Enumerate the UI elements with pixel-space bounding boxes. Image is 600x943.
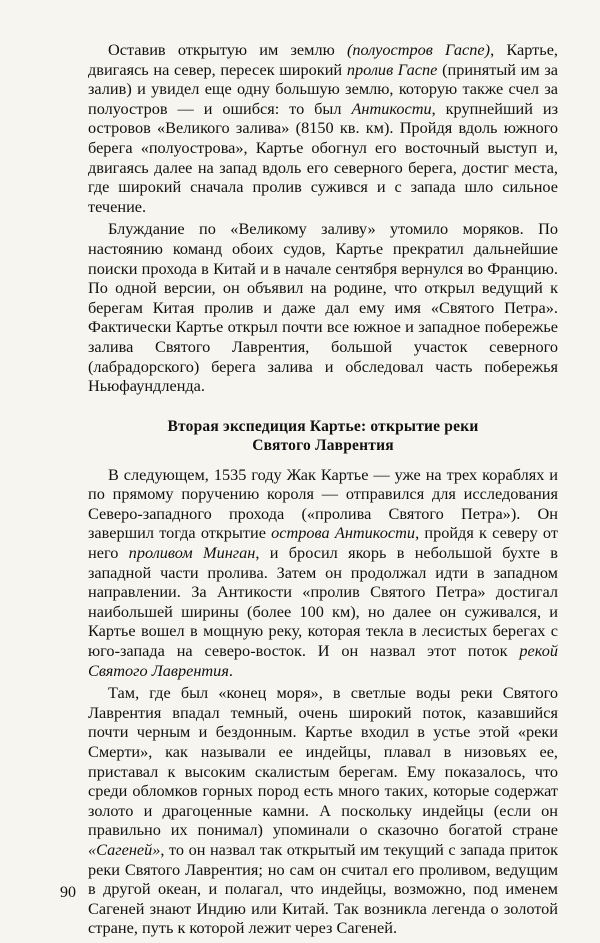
text-run: Оставив открытую им землю	[108, 40, 335, 59]
text-run: , Картье, двигаясь на север, пересек широкий	[88, 40, 558, 79]
italic-term: рекой Святого Лаврентия	[88, 641, 558, 680]
section-heading	[88, 417, 558, 455]
text-block	[88, 40, 558, 938]
paragraph: Блуждание по «Великому заливу» утомило моряков. По настоянию команд обоих судов, Картье прекратил дальнейшие поиски прохода в Китай и в начале сентября вернулся во Францию. По одной версии, он объявил на родине, что открыл ведущий к берегам Китая пролив и даже дал ему имя «Святого Петра». Фактически Картье открыл почти все южное и западное побережье залива Святого Лаврентия, большой участок северного (лабрадорского) берега залива и обследовал часть побережья Ньюфаундленда.	[88, 219, 558, 396]
text-run: , то он назвал так открытый им текущий с запада приток реки Святого Лаврентия; но сам он считал его проливом, ведущим в другой океан, и полагал, что индейцы, возможно, под именем Сагеней знают Индию или Китай. Так возникла легенда о золотой стране, путь к которой лежит через Сагеней.	[88, 839, 558, 938]
text-run: , и бросил якорь в небольшой бухте в западной части пролива. Затем он продолжал идти в западном направлении. За Антикости «пролив Святого Петра» достигал наибольшей ширины (более 100 км), но далее он суживался, и Картье вошел в мощную реку, которая текла в лесистых берегах с юго-запада на северо-восток. И он назвал этот поток	[88, 543, 558, 661]
paragraph	[88, 40, 558, 216]
text-run: , пройдя к северу от него	[88, 523, 558, 563]
italic-term: «Сагеней»	[88, 839, 161, 859]
heading-line: Святого Лаврентия	[252, 436, 394, 454]
italic-term: пролив Гаспе	[346, 59, 438, 79]
italic-term: Антикости	[351, 98, 432, 118]
text-run: , крупнейший из островов «Великого залива» (8150 кв. км). Пройдя вдоль южного берега «полуострова», Картье обогнул его восточный выступ и, двигаясь далее на запад вдоль его северного берега, достиг места, где широкий сначала пролив сужився и с запада шло сильное течение.	[88, 98, 559, 216]
text-run: .	[228, 660, 233, 680]
italic-term: острова Антикости	[271, 523, 416, 543]
paragraph	[88, 465, 558, 681]
heading-line: Вторая экспедиция Картье: открытие реки	[167, 417, 479, 435]
italic-term: (полуостров Гаспе)	[346, 40, 491, 59]
text-run: Там, где был «конец моря», в светлые воды реки Святого Лаврентия впадал темный, очень широкий поток, казавшийся почти черным и бездонным. Картье входил в устье этой «реки Смерти», как называли ее индейцы, плавал в низовьях ее, приставал к высоким скалистым берегам. Ему показалось, что среди обломков горных пород есть много таких, которые содержат золото и драгоценные камни. А поскольку индейцы (если он правильно их понимал) упоминали о сказочно богатой стране	[88, 683, 558, 840]
paragraph	[88, 683, 558, 938]
italic-term: проливом Минган	[128, 543, 256, 563]
text-run: В следующем, 1535 году Жак Картье — уже на трех кораблях и по прямому поручению короля — отправился для исследования Северо-западного прохода («пролива Святого Петра»). Он завершил тогда открытие	[88, 464, 558, 543]
page-number: 90	[60, 884, 76, 901]
text-run: (принятый им за залив) и увидел еще одну большую землю, которую также счел за полуостров — и ошибся: то был	[88, 59, 559, 118]
